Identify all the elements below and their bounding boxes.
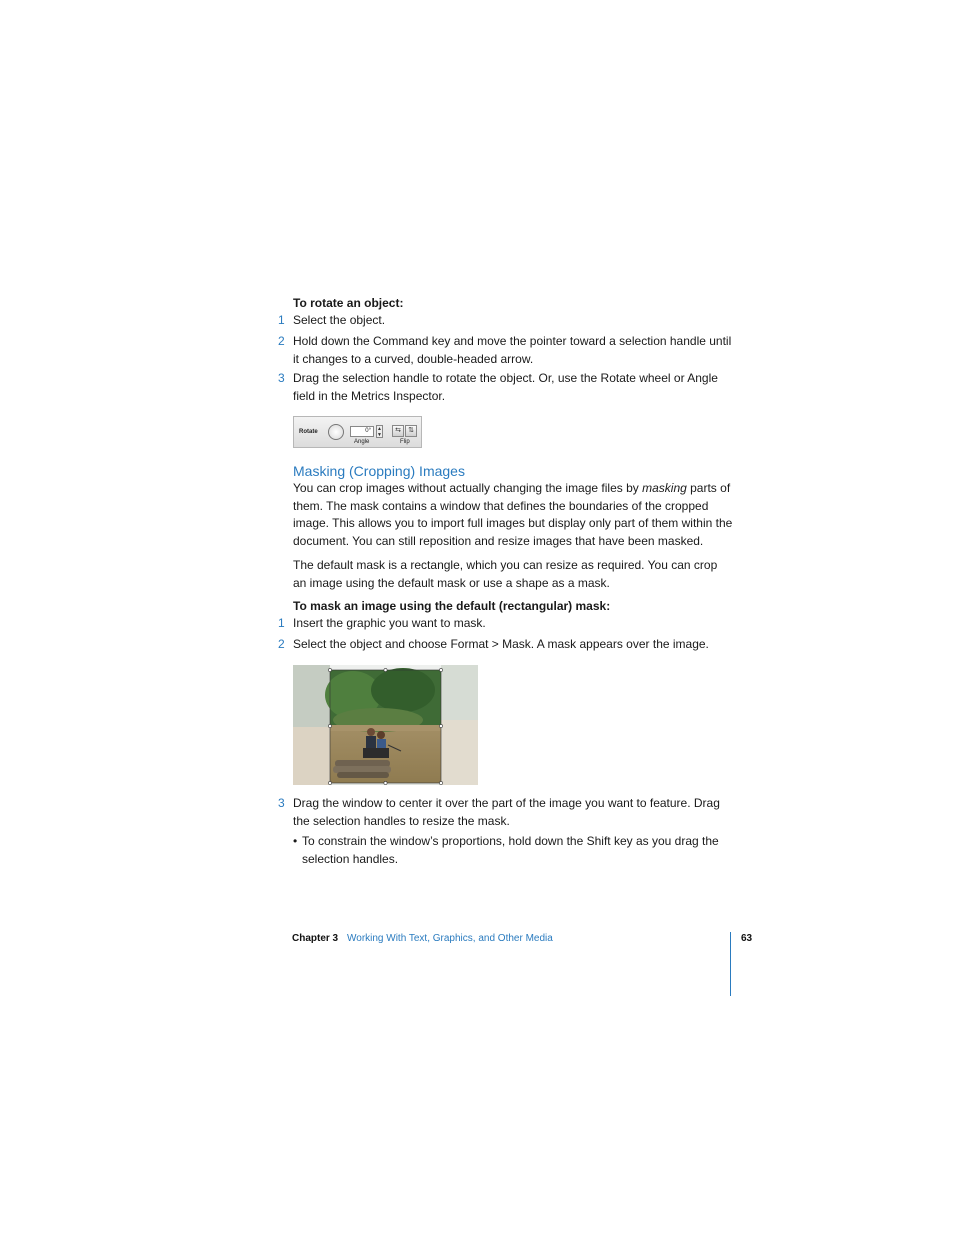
faded-foliage-right xyxy=(441,665,478,720)
rotate-heading: To rotate an object: xyxy=(293,296,404,310)
rotate-step-3-text: Drag the selection handle to rotate the object. Or, use the Rotate wheel or Angle field in the Metrics Inspector. xyxy=(293,371,718,403)
masking-paragraph-1 xyxy=(293,480,733,550)
rotate-step-2-number: 2 xyxy=(278,334,285,348)
faded-water-left xyxy=(293,727,330,785)
page-number: 63 xyxy=(741,933,753,944)
mask-step-3-text: Drag the window to center it over the part of the image you want to feature. Drag the selection handles to resize the mask. xyxy=(293,796,720,828)
angle-label: Angle xyxy=(354,439,370,445)
flip-label: Flip xyxy=(400,439,410,445)
footer-divider xyxy=(730,932,731,996)
mask-step-3-number: 3 xyxy=(278,796,285,810)
para1-emphasis: masking xyxy=(642,481,687,495)
para1-end: parts of them. The mask contains a window that defines the boundaries of the cropped image. This allows you to import full images but display only part of them within the document. You can still reposition and resize images that have been masked. xyxy=(293,481,733,548)
mask-heading: To mask an image using the default (rectangular) mask: xyxy=(293,599,611,613)
bullet-text: To constrain the window’s proportions, hold down the Shift key as you drag the selection handles. xyxy=(302,834,719,866)
faded-water-right xyxy=(441,720,478,785)
flip-vertical-icon[interactable]: ⇅ xyxy=(405,425,417,437)
flip-horizontal-icon[interactable]: ⇆ xyxy=(392,425,404,437)
rotate-step-1-text: Select the object. xyxy=(293,313,386,327)
mask-step-2-number: 2 xyxy=(278,637,285,651)
faded-foliage-left xyxy=(293,665,330,727)
section-title: Masking (Cropping) Images xyxy=(293,463,465,479)
rotate-step-2-text: Hold down the Command key and move the pointer toward a selection handle until it changes to a curved, double-headed arrow. xyxy=(293,334,732,366)
angle-stepper[interactable]: ▲ ▼ xyxy=(377,426,382,438)
mask-window xyxy=(325,668,441,783)
footer-chapter-title: Working With Text, Graphics, and Other Media xyxy=(347,933,553,944)
rotate-label: Rotate xyxy=(299,429,318,435)
rotate-step-3-number: 3 xyxy=(278,371,285,385)
angle-field[interactable]: 0° xyxy=(350,426,374,437)
para1-start: You can crop images without actually changing the image files by xyxy=(293,481,643,495)
mask-step-1-text: Insert the graphic you want to mask. xyxy=(293,616,486,630)
rotate-step-1-number: 1 xyxy=(278,313,285,327)
mask-step-1-number: 1 xyxy=(278,616,285,630)
rotate-wheel[interactable] xyxy=(328,424,344,440)
masked-photo xyxy=(293,665,478,785)
masking-paragraph-2: The default mask is a rectangle, which you can resize as required. You can crop an image using the default mask or use a shape as a mask. xyxy=(293,558,718,590)
footer-chapter: Chapter 3 xyxy=(292,933,339,944)
bullet-marker: • xyxy=(293,834,298,848)
metrics-inspector-rotate-panel xyxy=(293,416,422,448)
mask-step-2-text: Select the object and choose Format > Mask. A mask appears over the image. xyxy=(293,637,709,651)
